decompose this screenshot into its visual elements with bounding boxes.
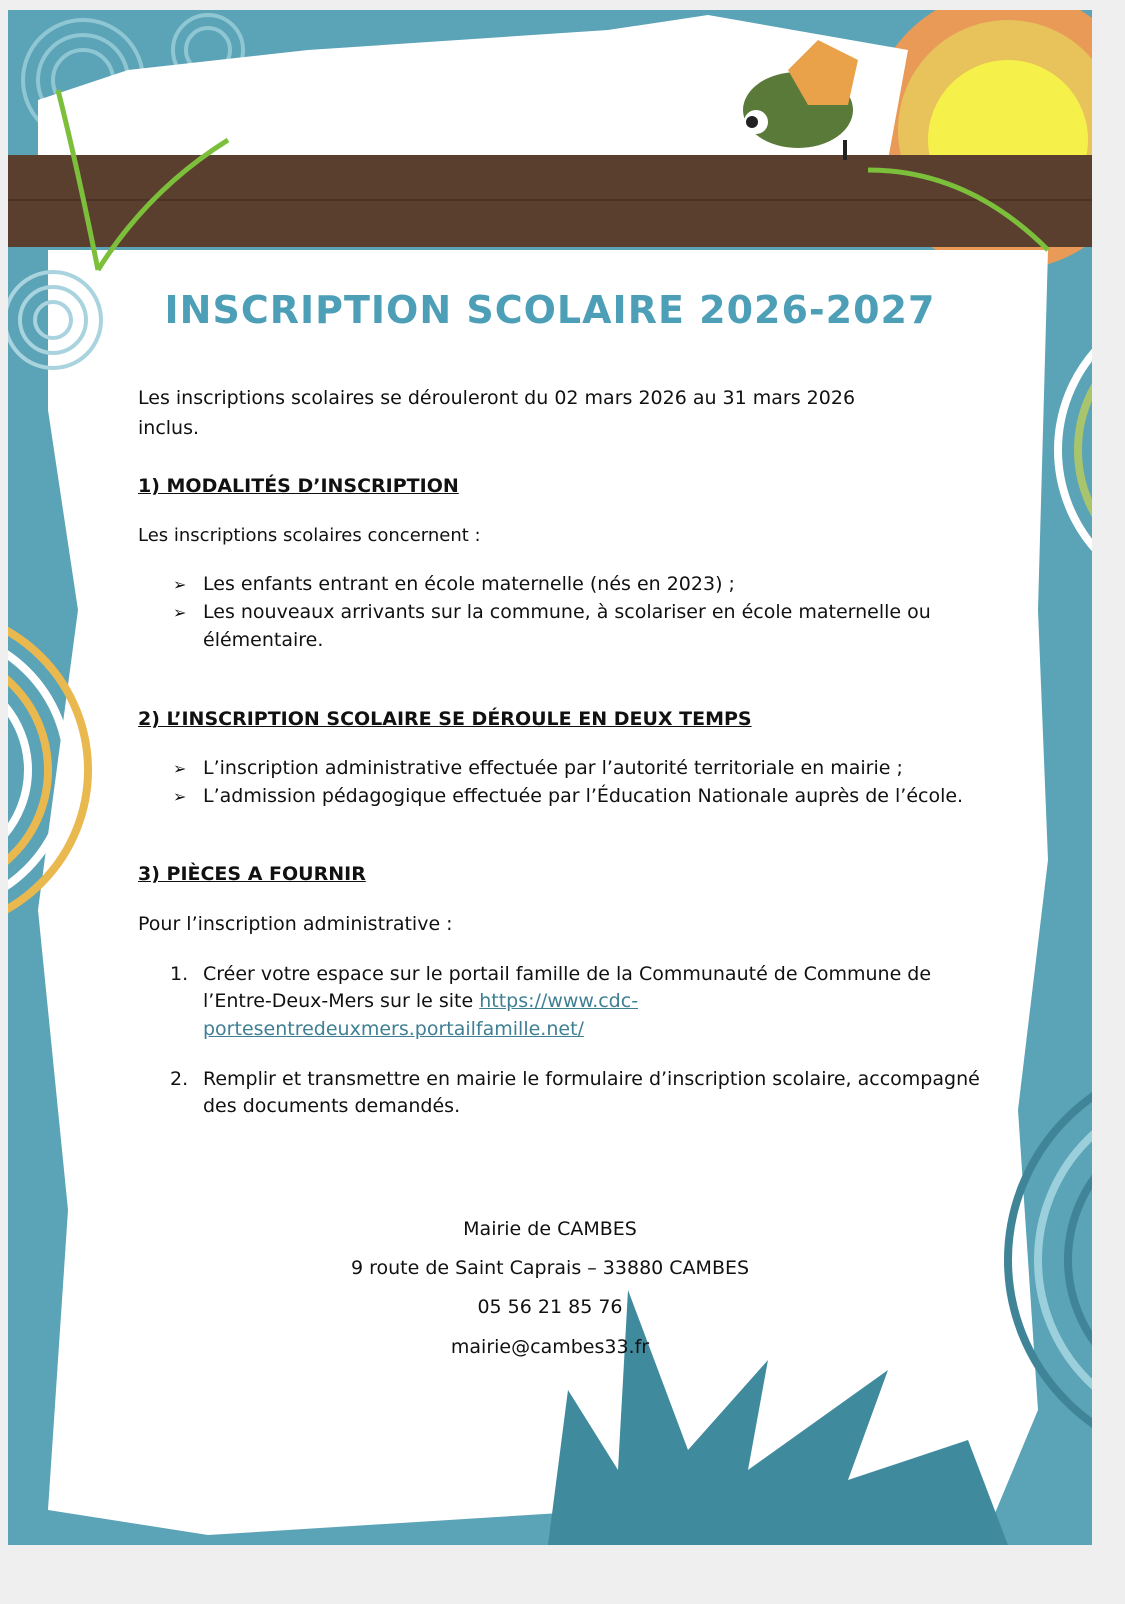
contact-phone: 05 56 21 85 76 <box>477 1296 623 1318</box>
contact-address: 9 route de Saint Caprais – 33880 CAMBES <box>350 1257 750 1279</box>
arrow-bullet-icon: ➢ <box>173 603 187 622</box>
arrow-bullet-icon: ➢ <box>173 787 187 806</box>
bullet-text: L’inscription administrative effectuée par l’autorité territoriale en mairie ; <box>203 757 903 779</box>
list-item-text-part: l’Entre-Deux-Mers sur le site <box>203 990 480 1012</box>
flyer-page <box>8 10 1092 1545</box>
contact-name: Mairie de CAMBES <box>463 1218 637 1240</box>
section-3-heading: 3) PIÈCES A FOURNIR <box>138 863 366 885</box>
bullet-text: L’admission pédagogique effectuée par l’Éducation Nationale auprès de l’école. <box>203 785 964 807</box>
page-title: INSCRIPTION SCOLAIRE 2026-2027 <box>164 288 936 332</box>
portal-link-cont[interactable] <box>203 1015 584 1043</box>
list-item-text <box>203 987 638 1015</box>
list-item-text: Créer votre espace sur le portail famille de la Communauté de Commune de <box>203 963 932 985</box>
contact-email[interactable]: mairie@cambes33.fr <box>450 1336 650 1358</box>
list-item-text: Remplir et transmettre en mairie le formulaire d’inscription scolaire, accompagné <box>203 1068 980 1090</box>
arrow-bullet-icon: ➢ <box>173 759 187 778</box>
bullet-text: Les enfants entrant en école maternelle (nés en 2023) ; <box>203 573 735 595</box>
section-3-lead: Pour l’inscription administrative : <box>138 913 453 935</box>
bullet-text: Les nouveaux arrivants sur la commune, à scolariser en école maternelle ou <box>203 601 931 623</box>
section-1-heading: 1) MODALITÉS D’INSCRIPTION <box>138 475 459 497</box>
section-1-lead: Les inscriptions scolaires concernent : <box>138 525 481 546</box>
arrow-bullet-icon: ➢ <box>173 575 187 594</box>
portal-link[interactable]: portesentredeuxmers.portailfamille.net/ <box>203 1018 584 1040</box>
list-number: 2. <box>170 1068 189 1090</box>
portal-link[interactable]: https://www.cdc- <box>479 990 639 1012</box>
bullet-text-cont: élémentaire. <box>203 629 324 651</box>
list-number: 1. <box>170 963 189 985</box>
list-item-text: des documents demandés. <box>203 1095 461 1117</box>
section-2-heading: 2) L’INSCRIPTION SCOLAIRE SE DÉROULE EN DEUX TEMPS <box>138 708 752 730</box>
intro-line-2: inclus. <box>138 417 200 439</box>
intro-line-1: Les inscriptions scolaires se dérouleront du 02 mars 2026 au 31 mars 2026 <box>138 387 856 409</box>
